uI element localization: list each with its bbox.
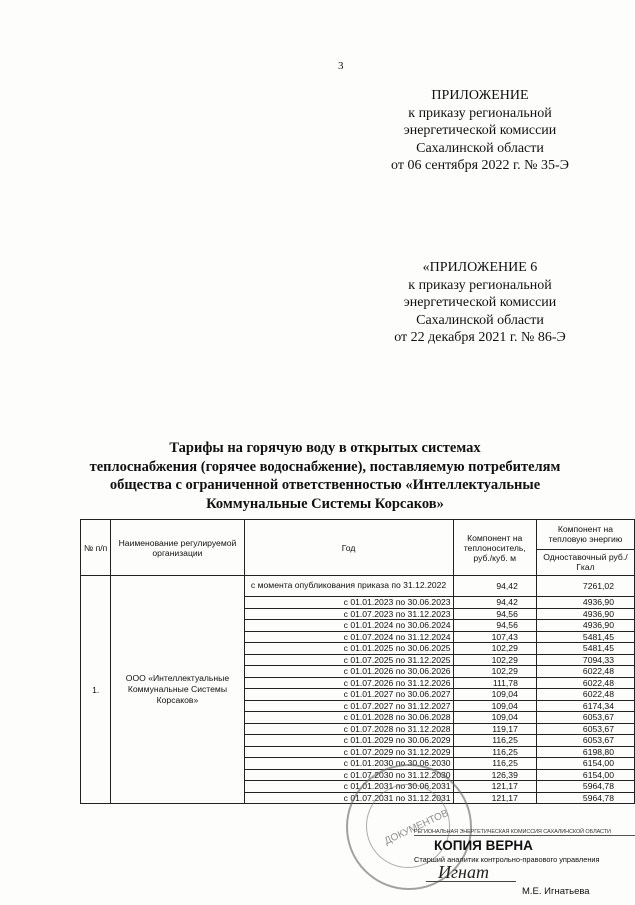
seal-text: ДОКУМЕНТОВ <box>382 807 451 848</box>
appendix-line: к приказу региональной <box>408 277 552 293</box>
title-line: теплоснабжения (горячее водоснабжение), поставляемую потребителям <box>89 458 561 475</box>
period-cell: с 01.07.2026 по 31.12.2026 <box>244 677 453 689</box>
carrier-tariff-cell: 121,17 <box>453 781 536 793</box>
appendix-line: от 06 сентября 2022 г. № 35-Э <box>391 158 569 173</box>
carrier-tariff-cell: 121,17 <box>453 792 536 804</box>
stamp-signer-name: М.Е. Игнатьева <box>522 886 590 897</box>
signature: Игнат <box>438 862 489 882</box>
signature-line <box>426 881 516 882</box>
appendix-block-original <box>360 259 600 347</box>
carrier-tariff-cell: 119,17 <box>453 723 536 735</box>
tariff-table-body <box>81 576 635 804</box>
carrier-tariff-cell: 109,04 <box>453 700 536 712</box>
tariff-table <box>80 519 635 804</box>
energy-tariff-cell: 7261,02 <box>536 576 634 597</box>
energy-tariff-cell: 4936,90 <box>536 597 634 609</box>
energy-tariff-cell: 6053,67 <box>536 712 634 724</box>
energy-tariff-cell: 5481,45 <box>536 643 634 655</box>
period-cell: с 01.07.2023 по 31.12.2023 <box>244 608 453 620</box>
energy-tariff-cell: 6022,48 <box>536 666 634 678</box>
carrier-tariff-cell: 116,25 <box>453 746 536 758</box>
period-cell: с 01.07.2029 по 31.12.2029 <box>244 746 453 758</box>
appendix-line: Сахалинской области <box>416 312 544 328</box>
energy-tariff-cell: 5964,78 <box>536 781 634 793</box>
header-energy-sub: Одноставочный руб./Гкал <box>536 549 634 575</box>
period-cell: с 01.01.2029 по 30.06.2029 <box>244 735 453 747</box>
carrier-tariff-cell: 102,29 <box>453 666 536 678</box>
energy-tariff-cell: 6053,67 <box>536 735 634 747</box>
energy-tariff-cell: 6198,80 <box>536 746 634 758</box>
appendix-line: к приказу региональной <box>408 105 552 121</box>
appendix-line: от 22 декабря 2021 г. № 86-Э <box>394 330 566 345</box>
stamp-title: КОПИЯ ВЕРНА <box>434 838 533 853</box>
energy-tariff-cell: 6022,48 <box>536 677 634 689</box>
period-cell: с 01.07.2031 по 31.12.2031 <box>244 792 453 804</box>
carrier-tariff-cell: 116,25 <box>453 758 536 770</box>
carrier-tariff-cell: 111,78 <box>453 677 536 689</box>
carrier-tariff-cell: 102,29 <box>453 654 536 666</box>
period-cell: с 01.01.2025 по 30.06.2025 <box>244 643 453 655</box>
energy-tariff-cell: 6174,34 <box>536 700 634 712</box>
copy-certification-stamp <box>414 829 635 905</box>
appendix-line: ПРИЛОЖЕНИЕ <box>431 88 529 103</box>
period-cell: с 01.01.2027 по 30.06.2027 <box>244 689 453 701</box>
period-cell: с 01.01.2026 по 30.06.2026 <box>244 666 453 678</box>
period-cell: с 01.07.2028 по 31.12.2028 <box>244 723 453 735</box>
period-cell: с 01.01.2030 по 30.06.2030 <box>244 758 453 770</box>
energy-tariff-cell: 6154,00 <box>536 758 634 770</box>
carrier-tariff-cell: 94,42 <box>453 597 536 609</box>
table-row <box>81 576 635 597</box>
carrier-tariff-cell: 94,56 <box>453 620 536 632</box>
carrier-tariff-cell: 94,42 <box>453 576 536 597</box>
carrier-tariff-cell: 102,29 <box>453 643 536 655</box>
period-cell: с 01.01.2031 по 30.06.2031 <box>244 781 453 793</box>
energy-tariff-cell: 4936,90 <box>536 608 634 620</box>
energy-tariff-cell: 7094,33 <box>536 654 634 666</box>
carrier-tariff-cell: 107,43 <box>453 631 536 643</box>
stamp-header: РЕГИОНАЛЬНАЯ ЭНЕРГЕТИЧЕСКАЯ КОМИССИЯ САХАЛИНСКОЙ ОБЛАСТИ <box>414 829 635 836</box>
appendix-block-current <box>360 87 600 175</box>
appendix-line: энергетической комиссии <box>403 295 557 310</box>
carrier-tariff-cell: 126,39 <box>453 769 536 781</box>
period-cell: с 01.07.2024 по 31.12.2024 <box>244 631 453 643</box>
energy-tariff-cell: 6053,67 <box>536 723 634 735</box>
header-carrier: Компонент на теплоноситель, руб./куб. м <box>453 520 536 576</box>
header-energy: Компонент на тепловую энергию <box>536 520 634 550</box>
period-cell: с 01.07.2027 по 31.12.2027 <box>244 700 453 712</box>
energy-tariff-cell: 4936,90 <box>536 620 634 632</box>
energy-tariff-cell: 5964,78 <box>536 792 634 804</box>
energy-tariff-cell: 6022,48 <box>536 689 634 701</box>
organization-name: ООО «Интеллектуальные Коммунальные Системы Корсаков» <box>111 576 244 804</box>
title-line: общества с ограниченной ответственностью «Интеллектуальные <box>109 477 541 493</box>
period-cell: с момента опубликования приказа по 31.12.2022 <box>244 576 453 597</box>
period-cell: с 01.01.2023 по 30.06.2023 <box>244 597 453 609</box>
title-line: Тарифы на горячую воду в открытых системах <box>169 440 481 456</box>
title-line: Коммунальные Системы Корсаков» <box>206 495 444 512</box>
period-cell: с 01.07.2025 по 31.12.2025 <box>244 654 453 666</box>
period-cell: с 01.01.2028 по 30.06.2028 <box>244 712 453 724</box>
page-number: 3 <box>338 60 344 72</box>
appendix-line: энергетической комиссии <box>403 123 557 138</box>
carrier-tariff-cell: 94,56 <box>453 608 536 620</box>
appendix-line: Сахалинской области <box>416 140 544 156</box>
header-year: Год <box>244 520 453 576</box>
row-number: 1. <box>81 576 111 804</box>
header-org: Наименование регулируемой организации <box>111 520 244 576</box>
stamp-position: Старший аналитик контрольно-правового управления <box>414 855 600 864</box>
energy-tariff-cell: 6154,00 <box>536 769 634 781</box>
period-cell: с 01.01.2024 по 30.06.2024 <box>244 620 453 632</box>
carrier-tariff-cell: 109,04 <box>453 712 536 724</box>
energy-tariff-cell: 5481,45 <box>536 631 634 643</box>
period-cell: с 01.07.2030 по 31.12.2030 <box>244 769 453 781</box>
document-title <box>30 439 620 513</box>
appendix-line: «ПРИЛОЖЕНИЕ 6 <box>422 260 538 275</box>
header-num: № п/п <box>81 520 111 576</box>
carrier-tariff-cell: 109,04 <box>453 689 536 701</box>
carrier-tariff-cell: 116,25 <box>453 735 536 747</box>
